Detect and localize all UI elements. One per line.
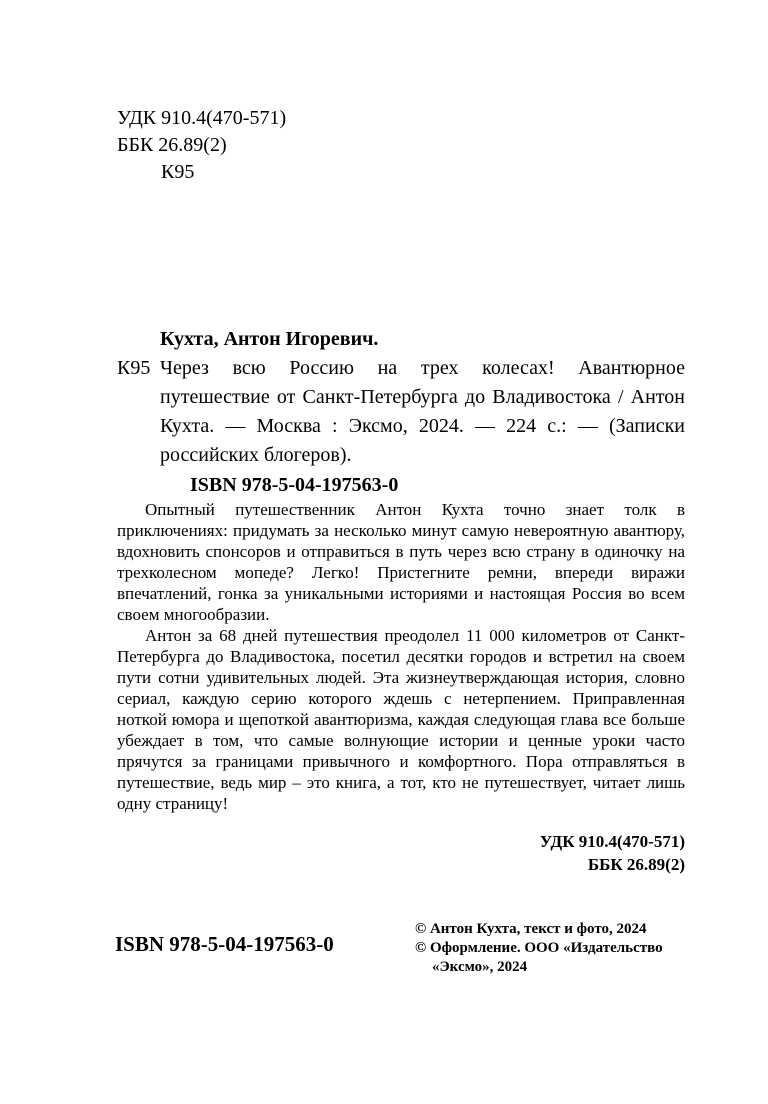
catalog-author-heading: Кухта, Антон Игоревич. xyxy=(160,328,379,350)
top-classification-block xyxy=(117,105,685,186)
catalog-entry-text: Через всю Россию на трех колесах! Авантюрное путешествие от Санкт-Петербурга до Владивостока / Антон Кухта. — Москва : Эксмо, 2024. — 224 с.: — (Записки российских блогеров). xyxy=(160,357,685,466)
copyright-publisher-line1: © Оформление. ООО «Издательство xyxy=(415,940,663,956)
author-sign-top: К95 xyxy=(161,161,195,183)
bottom-classification-block xyxy=(540,830,685,876)
copyright-author-line: © Антон Кухта, текст и фото, 2024 xyxy=(415,921,647,937)
copyright-publisher-line2: «Эксмо», 2024 xyxy=(432,959,528,975)
author-sign: К95 xyxy=(117,357,151,379)
isbn-bottom: ISBN 978-5-04-197563-0 xyxy=(115,932,334,956)
isbn-entry: ISBN 978-5-04-197563-0 xyxy=(190,474,399,496)
udk-code-bottom: УДК 910.4(470-571) xyxy=(539,832,685,851)
annotation-paragraph-1: Опытный путешественник Антон Кухта точно знает толк в приключениях: придумать за несколько минут самую невероятную авантюру, вдохновить спонсоров и отправиться в путь через всю страну в одиночку на трехколесном мопеде? Легко! Пристегните ремни, впереди виражи впечатлений, гонка за уникальными историями и настоящая Россия во всем своем многообразии. xyxy=(117,500,685,624)
annotation-paragraph-2: Антон за 68 дней путешествия преодолел 11 000 километров от Санкт-Петербурга до Владивостока, посетил десятки городов и встретил на своем пути сотни удивительных людей. Эта жизнеутверждающая история, словно сериал, каждую серию которого ждешь с нетерпением. Приправленная ноткой юмора и щепоткой авантюризма, каждая следующая глава все больше убеждает в том, что самые волнующие истории и ценные уроки часто прячутся за границами привычного и комфортного. Пора отправляться в путешествие, ведь мир – это книга, а тот, кто не путешествует, читает лишь одну страницу! xyxy=(117,626,685,813)
bbk-code-top: ББК 26.89(2) xyxy=(117,134,227,156)
catalog-entry xyxy=(117,354,685,470)
udk-code-top: УДК 910.4(470-571) xyxy=(117,107,287,129)
bbk-code-bottom: ББК 26.89(2) xyxy=(587,855,685,874)
copyright-block xyxy=(415,920,663,977)
